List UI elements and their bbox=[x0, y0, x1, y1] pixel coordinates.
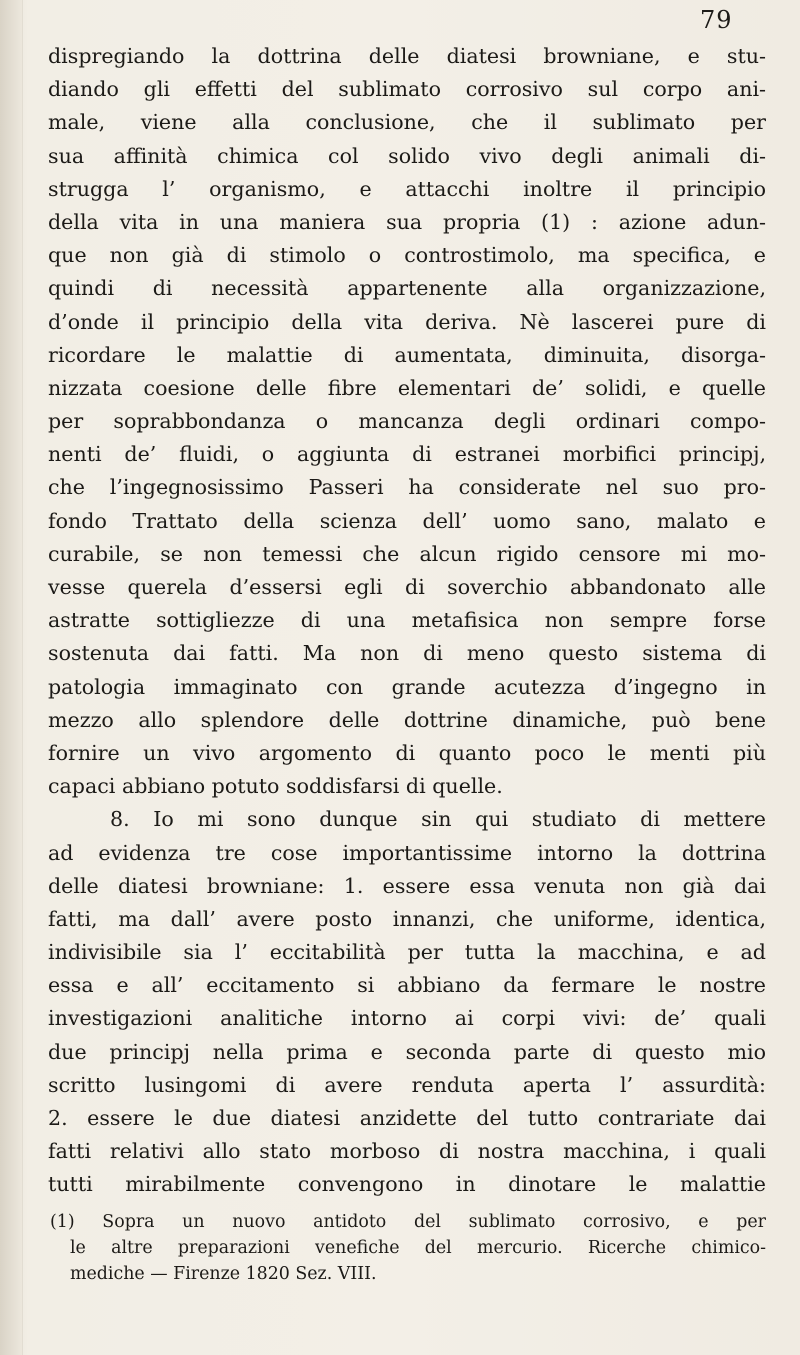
text-line: fornire un vivo argomento di quanto poco le menti più bbox=[48, 740, 766, 765]
text-line: nizzata coesione delle fibre elementari de’ solidi, e quelle bbox=[48, 375, 766, 400]
body-text bbox=[48, 40, 766, 1202]
text-line: vesse querela d’essersi egli di soverchio abbandonato alle bbox=[48, 575, 766, 599]
footnote-line: mediche — Firenze 1820 Sez. VIII. bbox=[70, 1264, 377, 1284]
text-line: astratte sottigliezze di una metafisica non sempre forse bbox=[48, 608, 766, 633]
text-line: fatti relativi allo stato morboso di nostra macchina, i quali bbox=[48, 1139, 766, 1164]
text-line: diando gli effetti del sublimato corrosivo sul corpo ani- bbox=[48, 77, 766, 102]
text-line: fondo Trattato della scienza dell’ uomo sano, malato e bbox=[48, 508, 766, 533]
text-line: essa e all’ eccitamento si abbiano da fermare le nostre bbox=[48, 973, 766, 998]
text-line: sostenuta dai fatti. Ma non di meno questo sistema di bbox=[48, 641, 766, 666]
text-line: ad evidenza tre cose importantissime intorno la dottrina bbox=[48, 840, 766, 865]
text-line: d’onde il principio della vita deriva. Nè lascerei pure di bbox=[48, 309, 766, 334]
footnotes bbox=[50, 1209, 766, 1287]
text-line: delle diatesi browniane: 1. essere essa venuta non già dai bbox=[48, 873, 766, 898]
page-number: 79 bbox=[700, 6, 733, 34]
text-line: fatti, ma dall’ avere posto innanzi, che uniforme, identica, bbox=[48, 906, 766, 931]
text-line: patologia immaginato con grande acutezza d’ingegno in bbox=[48, 674, 766, 699]
footnote-line: (1) Sopra un nuovo antidoto del sublimato corrosivo, e per bbox=[50, 1212, 766, 1232]
footnote-line: le altre preparazioni venefiche del mercurio. Ricerche chimico- bbox=[70, 1238, 766, 1258]
text-line: strugga l’ organismo, e attacchi inoltre il principio bbox=[48, 176, 766, 201]
text-line: che l’ingegnosissimo Passeri ha considerate nel suo pro- bbox=[48, 475, 766, 500]
text-line: scritto lusingomi di avere renduta aperta l’ assurdità: bbox=[48, 1072, 766, 1097]
text-line: due principj nella prima e seconda parte di questo mio bbox=[48, 1039, 766, 1064]
text-line: nenti de’ fluidi, o aggiunta di estranei morbifici principj, bbox=[48, 442, 766, 467]
text-line: male, viene alla conclusione, che il sublimato per bbox=[48, 110, 766, 135]
text-line: quindi di necessità appartenente alla organizzazione, bbox=[48, 276, 766, 301]
text-line: capaci abbiano potuto soddisfarsi di quelle. bbox=[48, 774, 503, 799]
text-line: 8. Io mi sono dunque sin qui studiato di mettere bbox=[110, 807, 766, 832]
text-line: curabile, se non temessi che alcun rigido censore mi mo- bbox=[48, 541, 766, 566]
text-line: dispregiando la dottrina delle diatesi browniane, e stu- bbox=[48, 44, 766, 68]
text-line: tutti mirabilmente convengono in dinotare le malattie bbox=[48, 1172, 766, 1197]
text-line: della vita in una maniera sua propria (1) : azione adun- bbox=[48, 209, 766, 234]
text-line: per soprabbondanza o mancanza degli ordinari compo- bbox=[48, 409, 766, 434]
binding-gutter bbox=[0, 0, 23, 1355]
text-line: 2. essere le due diatesi anzidette del tutto contrariate dai bbox=[48, 1106, 766, 1130]
text-line: que non già di stimolo o controstimolo, ma specifica, e bbox=[48, 243, 766, 268]
text-line: mezzo allo splendore delle dottrine dinamiche, può bene bbox=[48, 707, 766, 732]
text-line: indivisibile sia l’ eccitabilità per tutta la macchina, e ad bbox=[48, 940, 766, 965]
text-line: sua affinità chimica col solido vivo degli animali di- bbox=[48, 143, 766, 168]
text-line: investigazioni analitiche intorno ai corpi vivi: de’ quali bbox=[48, 1006, 766, 1031]
text-line: ricordare le malattie di aumentata, diminuita, disorga- bbox=[48, 342, 766, 367]
